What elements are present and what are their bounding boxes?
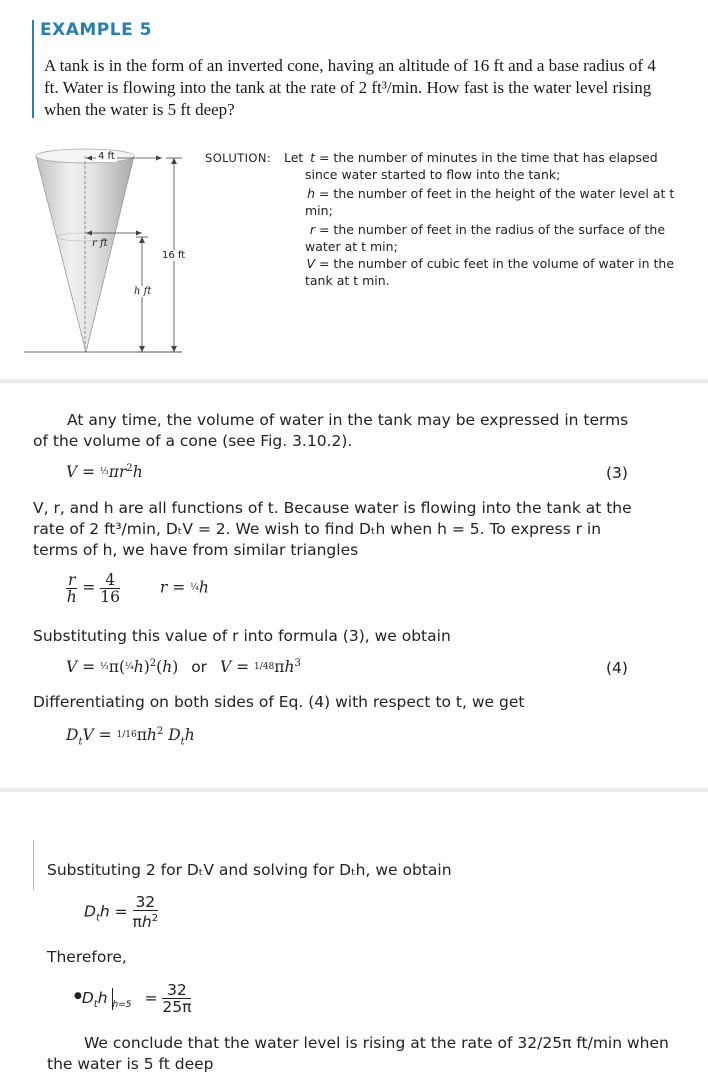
accent-bar [32, 20, 34, 118]
example-title: EXAMPLE 5 [40, 20, 152, 40]
solution-let: Let [284, 150, 304, 165]
solution-label: SOLUTION: [205, 151, 272, 165]
equation-3-number: (3) [606, 464, 628, 482]
def-r: r = the number of feet in the radius of the surface of the water at t min; [305, 222, 666, 254]
equation-3: $V = \frac{1}{3}\pi r^2h$ [66, 463, 143, 482]
problem-text: A tank is in the form of an inverted cone, having an altitude of 16 ft and a base radius of 4 ft. Water is flowing into the tank at the rate of 2 ft³/min. How fast is the water level rising when the water is 5 ft deep? [44, 56, 656, 119]
substitution-2-text: Substituting 2 for DₜV and solving for Dₜh, we obtain [47, 861, 452, 879]
dth-expression: $D_th$ = $\frac{32}{\pi h^2}$ [84, 893, 159, 932]
equation-4: V = ⅓π(¼h)$^2$(h) or $V = 1/48\pi h^3$ [66, 658, 301, 677]
volume-intro: At any time, the volume of water in the tank may be expressed in terms of the volume of a cone (see Fig. 3.10.2). [33, 411, 629, 450]
differentiation-text: Differentiating on both sides of Eq. (4) with respect to t, we get [33, 693, 525, 711]
label-h: h ft [134, 286, 152, 297]
def-h: h = the number of feet in the height of the water level at t min; [305, 186, 675, 218]
label-16ft: 16 ft [162, 250, 186, 261]
label-r: r ft [92, 238, 108, 249]
substitution-text: Substituting this value of r into formula (3), we obtain [33, 627, 451, 645]
separator [0, 788, 708, 792]
label-top-radius: 4 ft [98, 151, 115, 162]
separator [0, 379, 708, 383]
accent-bar [33, 840, 34, 890]
derivative-equation: $D_tV = 1/16\pi h^2$ $D_th$ [66, 726, 195, 748]
therefore-text: Therefore, [47, 948, 127, 966]
def-t: t = the number of minutes in the time that has elapsed since water started to flow into the tank; [305, 150, 658, 182]
conclusion-text: We conclude that the water level is rising at the rate of 32/25π ft/min when the water is 5 ft deep [47, 1034, 669, 1073]
problem-statement [44, 55, 674, 121]
equation-4-number: (4) [606, 659, 628, 677]
functions-paragraph: V, r, and h are all functions of t. Because water is flowing into the tank at the rate of 2 ft³/min, DₜV = 2. We wish to find Dₜh when h = 5. To express r in terms of h, we have from similar triangles [33, 499, 632, 559]
def-V: V = the number of cubic feet in the volume of water in the tank at t min. [305, 256, 675, 288]
similar-triangles-equation: $\frac{r}{h}$ = $\frac{4}{16}$ r = ¼h [66, 571, 209, 606]
dth-at-5-expression: $^●D_th$ $_{h=5}$ = $\frac{32}{25\pi}$ [74, 981, 192, 1016]
